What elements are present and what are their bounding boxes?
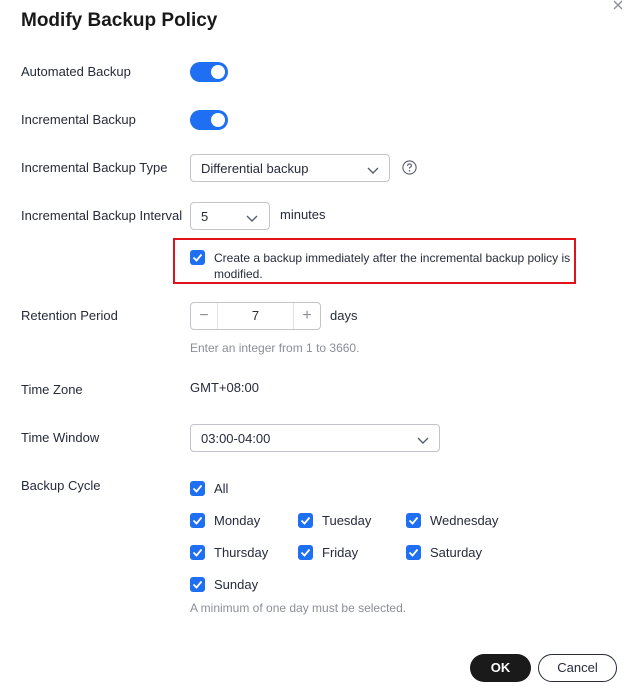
tuesday-label: Tuesday xyxy=(322,513,372,528)
time-zone-value: GMT+08:00 xyxy=(190,380,260,395)
dialog-title: Modify Backup Policy xyxy=(21,10,218,31)
friday-checkbox[interactable] xyxy=(298,545,313,560)
sunday-checkbox[interactable] xyxy=(190,577,205,592)
all-label: All xyxy=(214,481,229,496)
tuesday-checkbox[interactable] xyxy=(298,513,313,528)
thursday-checkbox[interactable] xyxy=(190,545,205,560)
incremental-backup-toggle[interactable] xyxy=(190,110,228,130)
immediate-backup-checkbox[interactable] xyxy=(190,250,205,265)
cancel-button[interactable]: Cancel xyxy=(538,654,617,682)
wednesday-label: Wednesday xyxy=(430,513,499,528)
time-window-value: 03:00-04:00 xyxy=(201,431,271,446)
retention-period-input[interactable]: 7 xyxy=(251,308,260,323)
thursday-label: Thursday xyxy=(214,545,269,560)
retention-period-label: Retention Period xyxy=(21,308,118,323)
incremental-backup-label: Incremental Backup xyxy=(21,112,136,127)
automated-backup-toggle[interactable] xyxy=(190,62,228,82)
incremental-type-select[interactable] xyxy=(190,154,390,182)
saturday-checkbox[interactable] xyxy=(406,545,421,560)
chevron-down-icon xyxy=(367,163,379,175)
wednesday-checkbox[interactable] xyxy=(406,513,421,528)
all-checkbox[interactable] xyxy=(190,481,205,496)
incremental-interval-select[interactable] xyxy=(190,202,270,230)
backup-cycle-label: Backup Cycle xyxy=(21,478,101,493)
backup-cycle-hint: A minimum of one day must be selected. xyxy=(190,601,407,615)
monday-checkbox[interactable] xyxy=(190,513,205,528)
immediate-backup-text: Create a backup immediately after the incremental backup policy is modified. xyxy=(214,251,571,281)
close-icon[interactable] xyxy=(611,0,625,14)
automated-backup-label: Automated Backup xyxy=(21,64,131,79)
saturday-label: Saturday xyxy=(430,545,483,560)
chevron-down-icon xyxy=(417,433,429,445)
decrement-button[interactable]: − xyxy=(199,307,209,324)
incremental-type-value: Differential backup xyxy=(201,161,309,176)
ok-button[interactable]: OK xyxy=(470,654,531,682)
increment-button[interactable]: + xyxy=(302,307,312,324)
retention-period-stepper xyxy=(190,302,321,330)
incremental-type-label: Incremental Backup Type xyxy=(21,160,168,175)
time-window-label: Time Window xyxy=(21,430,100,445)
toggle-knob xyxy=(211,65,225,79)
time-window-select[interactable] xyxy=(190,424,440,452)
toggle-knob xyxy=(211,113,225,127)
friday-label: Friday xyxy=(322,545,359,560)
interval-unit: minutes xyxy=(280,207,326,222)
help-icon[interactable] xyxy=(402,160,417,175)
time-zone-label: Time Zone xyxy=(21,382,83,397)
incremental-interval-value: 5 xyxy=(201,209,209,224)
incremental-interval-label: Incremental Backup Interval xyxy=(21,208,183,223)
retention-unit: days xyxy=(330,308,358,323)
sunday-label: Sunday xyxy=(214,577,259,592)
retention-hint: Enter an integer from 1 to 3660. xyxy=(190,341,360,355)
chevron-down-icon xyxy=(246,211,258,223)
monday-label: Monday xyxy=(214,513,261,528)
